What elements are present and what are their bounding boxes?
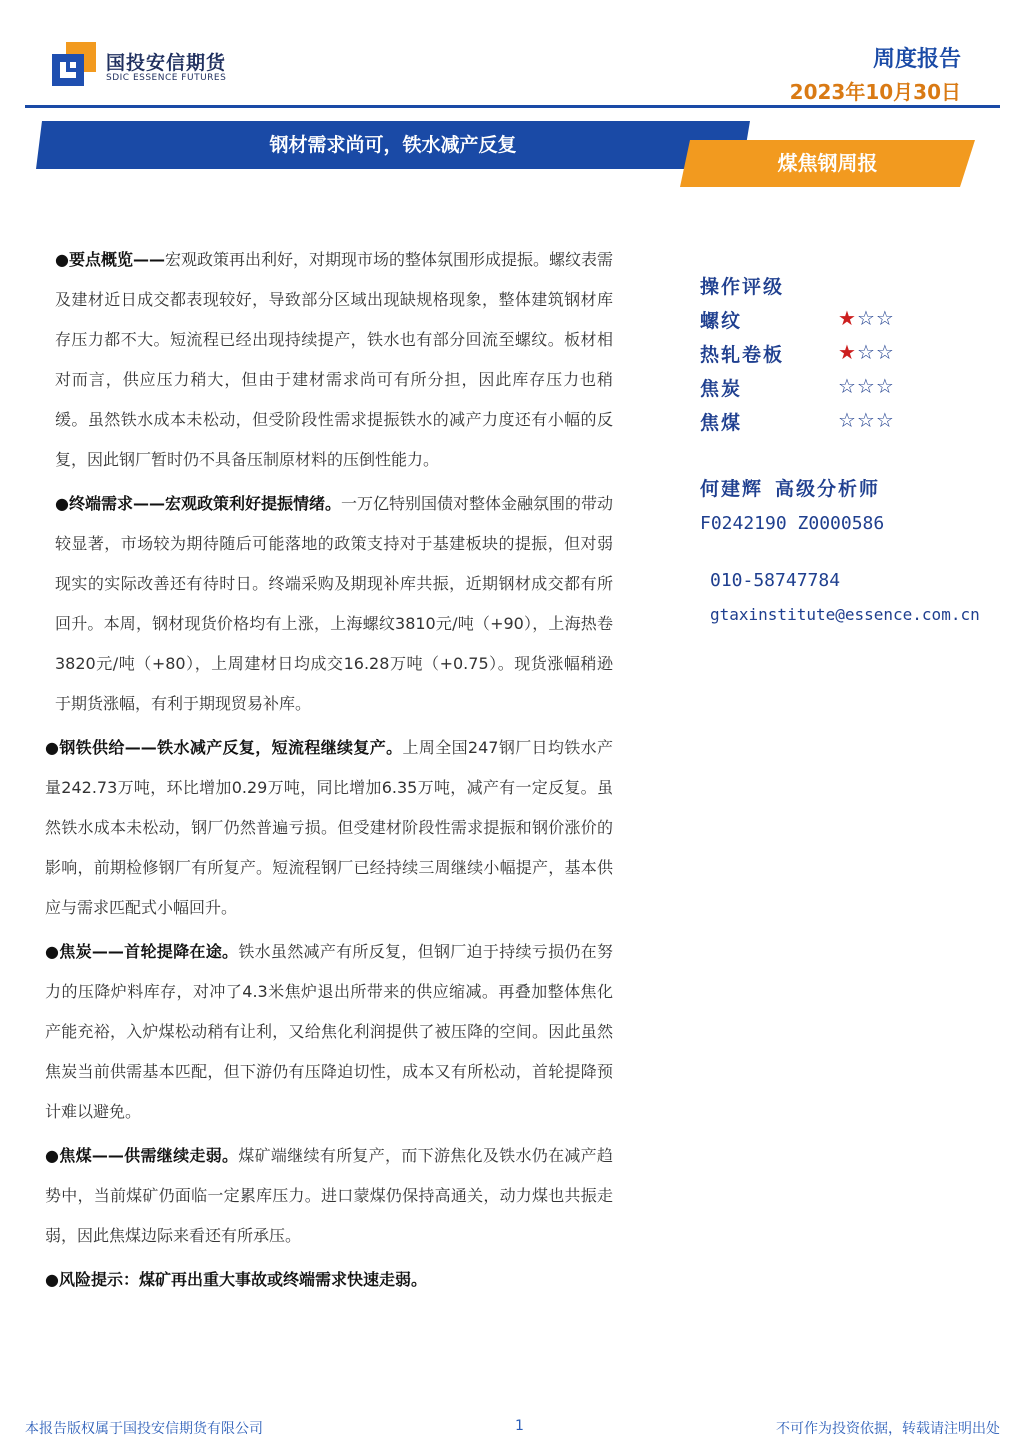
rating-name: 焦炭 [700, 378, 743, 400]
company-name-cn: 国投安信期货 [106, 52, 227, 74]
section-body: 宏观政策再出利好，对期现市场的整体氛围形成提振。螺纹表需及建材近日成交都表现较好，导致部分区域出现缺规格现象，整体建筑钢材库存压力都不大。短流程已经出现持续提产，铁水也有部分回流至螺纹。板材相对而言，供应压力稍大，但由于建材需求尚可有所分担，因此库存压力也稍缓。虽然铁水成本未松动，但受阶段性需求提振铁水的减产力度还有小幅的反复，因此钢厂暂时仍不具备压制原材料的压倒性能力。 [55, 250, 613, 469]
header-divider [25, 105, 1000, 108]
report-date: 2023年10月30日 [789, 80, 961, 104]
section-lead: ●钢铁供给——铁水减产反复，短流程继续复产。 [45, 738, 403, 757]
star-rating-icon: ★☆☆ [838, 340, 895, 364]
page-footer [25, 1418, 1000, 1440]
report-type: 周度报告 [872, 47, 961, 72]
section-body: 铁水虽然减产有所反复，但钢厂迫于持续亏损仍在努力的压降炉料库存，对冲了4.3米焦炉退出所带来的供应缩减。再叠加整体焦化产能充裕，入炉煤松动稍有让利，又给焦化利润提供了被压降的空间。因此虽然焦炭当前供需基本匹配，但下游仍有压降迫切性，成本又有所松动，首轮提降预计难以避免。 [45, 942, 613, 1121]
footer-copyright: 本报告版权属于国投安信期货有限公司 [25, 1421, 263, 1437]
section-supply [45, 728, 613, 928]
rating-row-coking-coal [700, 408, 1020, 442]
rating-row-hot-rolled [700, 340, 1020, 374]
rating-row-rebar [700, 306, 1020, 340]
section-lead: ●风险提示：煤矿再出重大事故或终端需求快速走弱。 [45, 1270, 427, 1289]
section-coking-coal [45, 1136, 613, 1256]
footer-disclaimer: 不可作为投资依据，转载请注明出处 [776, 1421, 1000, 1437]
rating-name: 螺纹 [700, 310, 743, 332]
section-lead: ●焦炭——首轮提降在途。 [45, 942, 239, 961]
star-rating-icon: ★☆☆ [838, 306, 895, 330]
section-risk [45, 1260, 613, 1300]
section-body: 煤矿端继续有所复产，而下游焦化及铁水仍在减产趋势中，当前煤矿仍面临一定累库压力。进口蒙煤仍保持高通关，动力煤也共振走弱，因此焦煤边际来看还有所承压。 [45, 1146, 613, 1245]
section-coke [45, 932, 613, 1132]
section-lead: ●要点概览—— [55, 250, 165, 269]
section-demand [45, 484, 613, 724]
page-number: 1 [515, 1418, 524, 1434]
star-rating-icon: ☆☆☆ [838, 374, 895, 398]
rating-name: 焦煤 [700, 412, 743, 434]
title-banner [36, 121, 750, 169]
analyst-name: 何建辉 [700, 478, 764, 500]
company-name-en: SDIC ESSENCE FUTURES [106, 73, 227, 83]
section-body: 上周全国247钢厂日均铁水产量242.73万吨，环比增加0.29万吨，同比增加6.35万吨，减产有一定反复。虽然铁水成本未松动，钢厂仍然普遍亏损。但受建材阶段性需求提振和钢价涨价的影响，前期检修钢厂有所复产。短流程钢厂已经持续三周继续小幅提产，基本供应与需求匹配式小幅回升。 [45, 738, 613, 917]
star-rating-icon: ☆☆☆ [838, 408, 895, 432]
series-tag [680, 140, 975, 187]
series-tag-label: 煤焦钢周报 [777, 151, 878, 175]
logo-mark-icon [52, 42, 96, 86]
company-logo [52, 42, 242, 88]
sidebar [700, 272, 1020, 624]
analyst-email[interactable]: gtaxinstitute@essence.com.cn [710, 605, 980, 624]
report-title: 钢材需求尚可，铁水减产反复 [269, 134, 517, 156]
analyst-title: 高级分析师 [775, 478, 881, 500]
section-lead: ●终端需求——宏观政策利好提振情绪。 [55, 494, 341, 513]
analyst-certificates: F0242190 Z0000586 [700, 513, 885, 534]
section-lead: ●焦煤——供需继续走弱。 [45, 1146, 239, 1165]
analyst-line [700, 474, 1020, 501]
rating-row-coke [700, 374, 1020, 408]
rating-name: 热轧卷板 [700, 344, 785, 366]
analyst-phone: 010-58747784 [710, 570, 841, 591]
section-body: 一万亿特别国债对整体金融氛围的带动较显著，市场较为期待随后可能落地的政策支持对于基建板块的提振，但对弱现实的实际改善还有待时日。终端采购及期现补库共振，近期钢材成交都有所回升。本周，钢材现货价格均有上涨，上海螺纹3810元/吨（+90），上海热卷3820元/吨（+80），上周建材日均成交16.28万吨（+0.75）。现货涨幅稍逊于期货涨幅，有利于期现贸易补库。 [55, 494, 613, 713]
rating-heading: 操作评级 [700, 276, 785, 298]
section-overview [45, 240, 613, 480]
report-body [45, 240, 613, 1304]
